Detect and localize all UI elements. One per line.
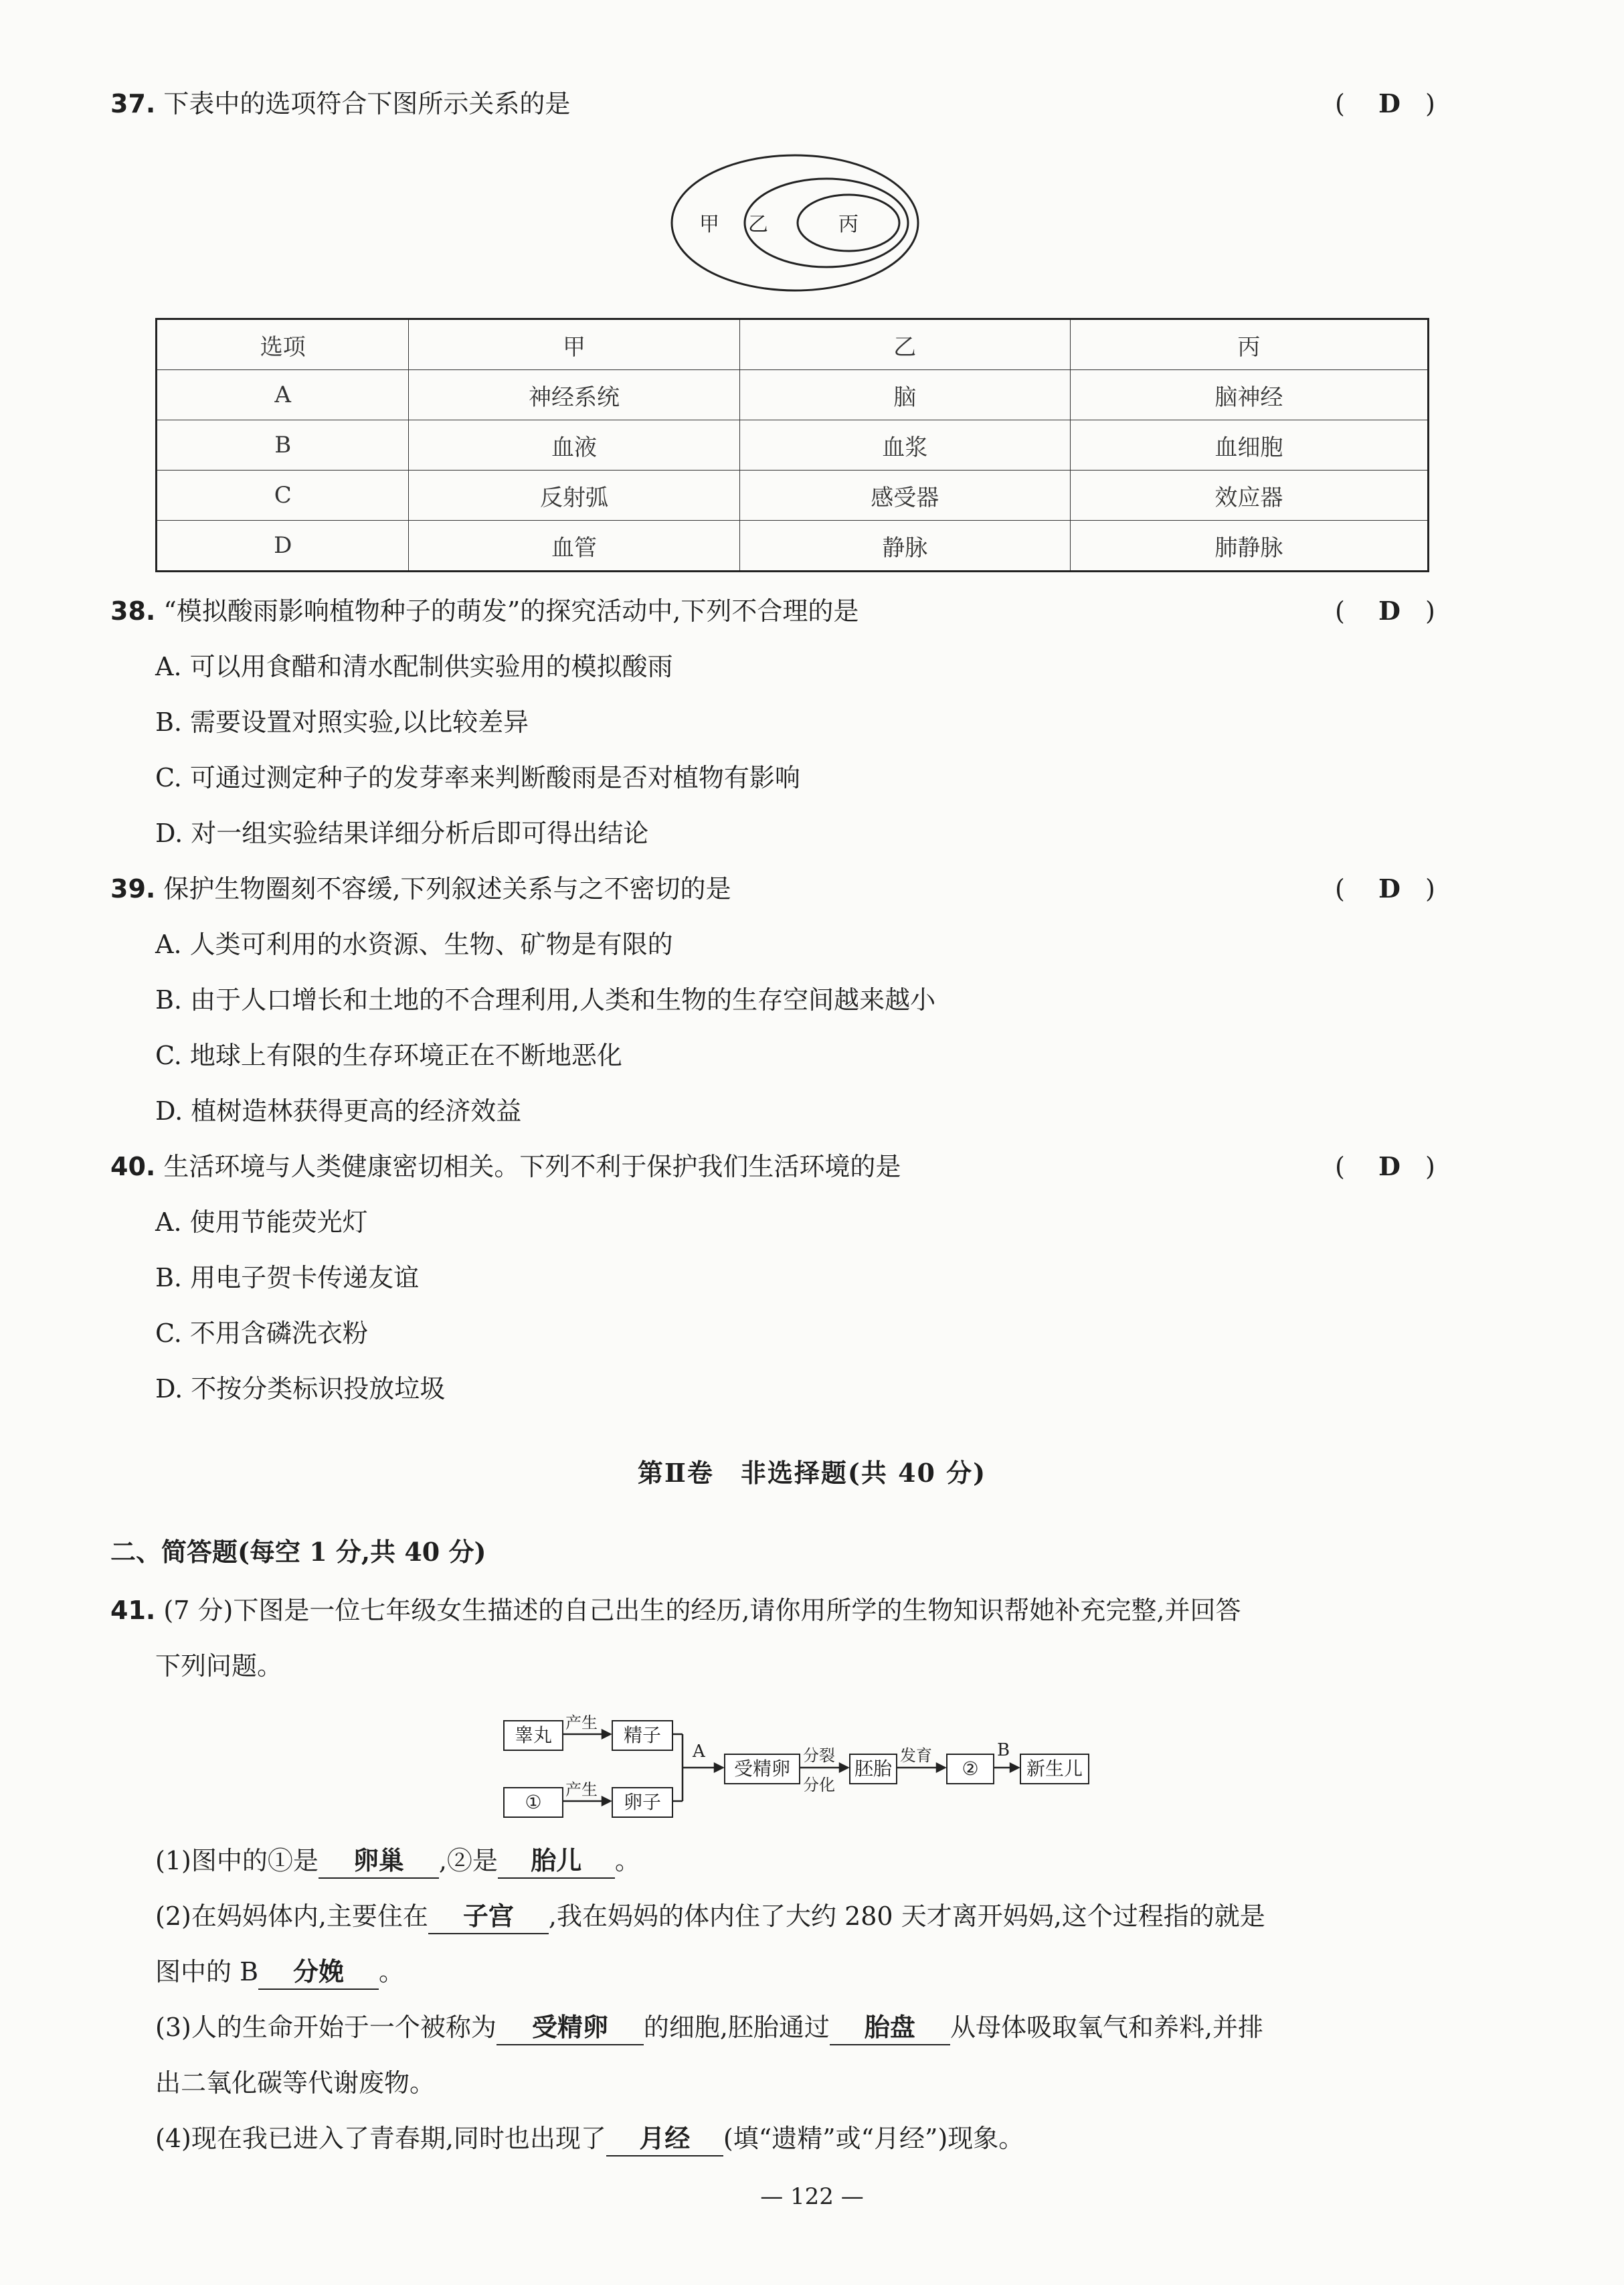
flow-label-a: A — [693, 1742, 705, 1762]
table-cell: 感受器 — [739, 471, 1070, 521]
flow-label-divide: 分裂 — [803, 1746, 835, 1765]
table-row — [157, 521, 1429, 572]
table-cell: 肺静脉 — [1070, 521, 1428, 572]
table-cell: B — [157, 420, 409, 471]
q41-sub1-answer-2: 胎儿 — [498, 1844, 615, 1879]
flow-box-testis: 睾丸 — [503, 1720, 563, 1751]
table-cell: 神经系统 — [409, 370, 739, 420]
table-header-cell: 丙 — [1070, 319, 1428, 370]
q41-sub3-line1: (3)人的生命开始于一个被称为 受精卵 的细胞,胚胎通过 胎盘 从母体吸取氧气和养料,并排 — [155, 2011, 1263, 2045]
table-cell: 反射弧 — [409, 471, 739, 521]
flow-label-develop: 发育 — [900, 1746, 932, 1765]
table-row — [157, 471, 1429, 521]
q37-options-table — [155, 318, 1429, 572]
q39-option-b: B. 由于人口增长和土地的不合理利用,人类和生物的生存空间越来越小 — [155, 985, 936, 1015]
q41-sub3-answer-2: 胎盘 — [830, 2011, 950, 2045]
q41-number: 41. — [110, 1596, 156, 1625]
q38-answer-value: D — [1378, 596, 1401, 626]
table-header-cell: 乙 — [739, 319, 1070, 370]
q41-text-line1: (7 分)下图是一位七年级女生描述的自己出生的经历,请你用所学的生物知识帮她补充完整,并回答 — [163, 1596, 1241, 1625]
q41-sub2-answer-1: 子宫 — [428, 1899, 549, 1934]
q39-answer-value: D — [1378, 873, 1401, 904]
q38-number: 38. — [110, 596, 156, 626]
venn-label-bing: 丙 — [838, 213, 859, 236]
section-2-part-heading: 二、简答题(每空 1 分,共 40 分) — [110, 1537, 486, 1567]
flow-label-b: B — [997, 1740, 1010, 1760]
q41-sub2-answer-2: 分娩 — [258, 1955, 379, 1990]
q40-option-b: B. 用电子贺卡传递友谊 — [155, 1263, 420, 1292]
table-cell: C — [157, 471, 409, 521]
q41-sub1-answer-1: 卵巢 — [319, 1844, 439, 1879]
flow-box-sperm: 精子 — [612, 1720, 673, 1751]
q41-sub2-line2: 图中的 B 分娩 。 — [155, 1955, 404, 1990]
flow-label-produce-1: 产生 — [565, 1713, 598, 1732]
q41-sub3-line2: 出二氧化碳等代谢废物。 — [155, 2068, 436, 2098]
q40-text: 生活环境与人类健康密切相关。下列不利于保护我们生活环境的是 — [163, 1152, 901, 1181]
flow-box-embryo: 胚胎 — [849, 1754, 897, 1784]
table-cell: 血浆 — [739, 420, 1070, 471]
q38-option-d: D. 对一组实验结果详细分析后即可得出结论 — [155, 819, 649, 848]
q38-option-b: B. 需要设置对照实验,以比较差异 — [155, 707, 529, 737]
q38-option-a: A. 可以用食醋和清水配制供实验用的模拟酸雨 — [155, 652, 673, 681]
table-header-cell: 选项 — [157, 319, 409, 370]
q39-option-a: A. 人类可利用的水资源、生物、矿物是有限的 — [155, 930, 673, 959]
q39-option-c: C. 地球上有限的生存环境正在不断地恶化 — [155, 1041, 622, 1070]
q38-text: “模拟酸雨影响植物种子的萌发”的探究活动中,下列不合理的是 — [163, 596, 859, 626]
table-cell: 脑神经 — [1070, 370, 1428, 420]
q40-stem — [110, 1150, 901, 1183]
q40-option-d: D. 不按分类标识投放垃圾 — [155, 1374, 446, 1404]
table-row — [157, 420, 1429, 471]
flow-box-newborn: 新生儿 — [1020, 1754, 1089, 1784]
venn-label-jia: 甲 — [699, 213, 719, 236]
venn-label-yi: 乙 — [748, 213, 768, 236]
q37-number: 37. — [110, 89, 156, 118]
table-header-cell: 甲 — [409, 319, 739, 370]
flow-box-circle-1: ① — [503, 1787, 563, 1818]
table-cell: 静脉 — [739, 521, 1070, 572]
q41-sub1: (1)图中的①是 卵巢 ,②是 胎儿 。 — [155, 1844, 640, 1879]
flow-box-egg: 卵子 — [612, 1787, 673, 1818]
q37-text: 下表中的选项符合下图所示关系的是 — [163, 89, 571, 118]
q41-sub3-answer-1: 受精卵 — [497, 2011, 644, 2045]
q39-option-d: D. 植树造林获得更高的经济效益 — [155, 1096, 522, 1126]
table-cell: 血管 — [409, 521, 739, 572]
q41-stem-line1 — [110, 1594, 1241, 1627]
q40-option-c: C. 不用含磷洗衣粉 — [155, 1319, 368, 1348]
table-cell: 血液 — [409, 420, 739, 471]
q41-text-line2: 下列问题。 — [155, 1651, 283, 1681]
q38-stem — [110, 594, 859, 628]
table-cell: 效应器 — [1070, 471, 1428, 521]
q40-answer-value: D — [1378, 1151, 1401, 1181]
venn-middle-ellipse — [745, 179, 908, 267]
table-cell: A — [157, 370, 409, 420]
q37-stem — [110, 87, 570, 120]
page-number: — 122 — — [760, 2183, 864, 2210]
q41-sub2-line1: (2)在妈妈体内,主要住在 子宫 ,我在妈妈的体内住了大约 280 天才离开妈妈,这个过程指的就是 — [155, 1899, 1265, 1934]
q41-sub4-answer-1: 月经 — [606, 2122, 723, 2156]
q41-sub4: (4)现在我已进入了青春期,同时也出现了 月经 (填“遗精”或“月经”)现象。 — [155, 2122, 1024, 2156]
table-cell: D — [157, 521, 409, 572]
q37-venn-diagram — [669, 151, 937, 294]
q40-number: 40. — [110, 1152, 156, 1181]
q40-option-a: A. 使用节能荧光灯 — [155, 1207, 368, 1237]
flow-box-zygote: 受精卵 — [724, 1754, 800, 1784]
table-row — [157, 370, 1429, 420]
table-cell: 脑 — [739, 370, 1070, 420]
flow-box-circle-2: ② — [946, 1754, 994, 1784]
table-header-row — [157, 319, 1429, 370]
flow-label-differentiate: 分化 — [803, 1776, 835, 1794]
q39-stem — [110, 872, 731, 906]
q39-number: 39. — [110, 874, 156, 904]
q38-option-c: C. 可通过测定种子的发芽率来判断酸雨是否对植物有影响 — [155, 763, 800, 792]
q39-text: 保护生物圈刻不容缓,下列叙述关系与之不密切的是 — [163, 874, 731, 904]
flow-label-produce-2: 产生 — [565, 1780, 598, 1799]
table-cell: 血细胞 — [1070, 420, 1428, 471]
section-2-title: 第Ⅱ卷 非选择题(共 40 分) — [637, 1458, 987, 1488]
q37-answer-value: D — [1378, 88, 1401, 118]
